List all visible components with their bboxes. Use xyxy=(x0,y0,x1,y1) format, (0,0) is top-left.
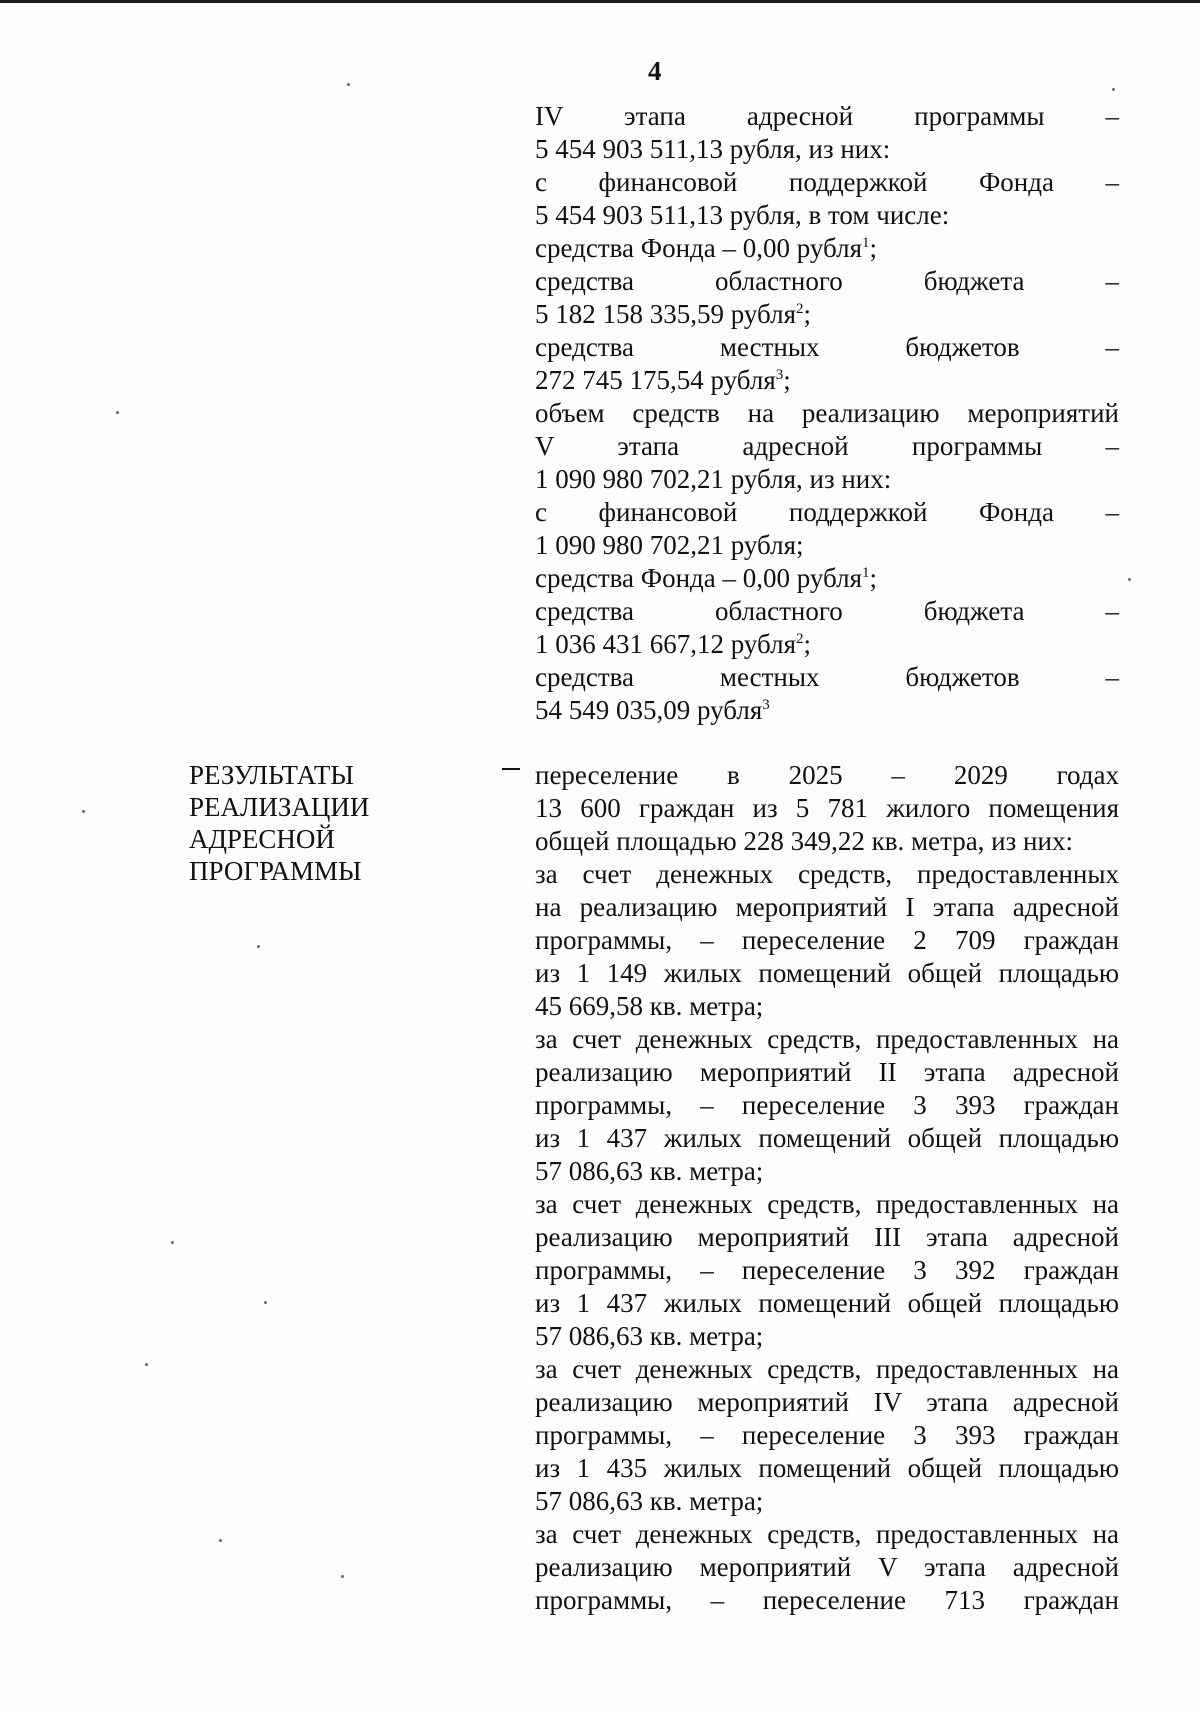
program-line xyxy=(535,364,1119,397)
results-heading xyxy=(189,759,489,887)
results-line-text: на реализацию мероприятий I этапа адресной xyxy=(535,892,1119,922)
results-line-text: из 1 149 жилых помещений общей площадью xyxy=(535,958,1119,988)
results-line-text: реализацию мероприятий IV этапа адресной xyxy=(535,1387,1119,1417)
results-line xyxy=(535,1155,1119,1188)
program-line-punct: ; xyxy=(803,629,812,659)
scan-speck xyxy=(1112,88,1115,91)
footnote-marker: 2 xyxy=(796,301,804,317)
results-line xyxy=(535,1254,1119,1287)
results-line xyxy=(535,1056,1119,1089)
results-line-text: программы, – переселение 3 393 граждан xyxy=(535,1420,1119,1450)
results-line xyxy=(535,891,1119,924)
results-line-text: 57 086,63 кв. метра; xyxy=(535,1321,764,1351)
results-line-text: переселение в 2025 – 2029 годах xyxy=(535,760,1119,790)
program-line-text: средства областного бюджета – xyxy=(535,266,1119,296)
results-line-text: из 1 435 жилых помещений общей площадью xyxy=(535,1453,1119,1483)
program-line-text: с финансовой поддержкой Фонда – xyxy=(535,167,1119,197)
program-line-text: 5 454 903 511,13 рубля, в том числе: xyxy=(535,200,950,230)
results-heading-line: РЕЗУЛЬТАТЫ xyxy=(189,760,354,790)
results-line-text: 45 669,58 кв. метра; xyxy=(535,991,764,1021)
results-line-text: программы, – переселение 3 392 граждан xyxy=(535,1255,1119,1285)
results-line xyxy=(535,990,1119,1023)
program-line-text: 5 182 158 335,59 рубля xyxy=(535,299,796,329)
results-line-text: реализацию мероприятий III этапа адресной xyxy=(535,1222,1119,1252)
program-line-punct: ; xyxy=(803,299,812,329)
scan-edge xyxy=(0,0,1200,3)
scan-speck xyxy=(82,810,85,813)
scan-speck xyxy=(257,945,260,948)
results-line xyxy=(535,1551,1119,1584)
program-line-text: 272 745 175,54 рубля xyxy=(535,365,776,395)
program-line-text: 1 036 431 667,12 рубля xyxy=(535,629,796,659)
footnote-marker: 1 xyxy=(862,565,870,581)
results-line xyxy=(535,924,1119,957)
program-line xyxy=(535,628,1119,661)
results-line-text: за счет денежных средств, предоставленных на xyxy=(535,1024,1119,1054)
results-line xyxy=(535,1452,1119,1485)
program-line xyxy=(535,661,1119,694)
scan-speck xyxy=(145,1363,148,1366)
program-line xyxy=(535,232,1119,265)
results-line xyxy=(535,1353,1119,1386)
program-line-punct: ; xyxy=(869,563,878,593)
program-line xyxy=(535,100,1119,133)
results-line xyxy=(535,1287,1119,1320)
footnote-marker: 2 xyxy=(796,631,804,647)
scan-speck xyxy=(219,1539,222,1542)
results-line-text: программы, – переселение 3 393 граждан xyxy=(535,1090,1119,1120)
results-line xyxy=(535,1188,1119,1221)
program-line xyxy=(535,133,1119,166)
program-line-text: объем средств на реализацию мероприятий xyxy=(535,398,1119,428)
footnote-marker: 1 xyxy=(862,235,870,251)
program-line xyxy=(535,166,1119,199)
program-line-text: средства местных бюджетов – xyxy=(535,332,1119,362)
program-line-text: средства Фонда – 0,00 рубля xyxy=(535,233,863,263)
program-line xyxy=(535,595,1119,628)
results-line-text: за счет денежных средств, предоставленных на xyxy=(535,1189,1119,1219)
footnote-marker: 3 xyxy=(775,367,784,383)
program-line xyxy=(535,430,1119,463)
results-line-text: программы, – переселение 713 граждан xyxy=(535,1585,1119,1615)
program-line-text: средства местных бюджетов – xyxy=(535,662,1119,692)
results-line xyxy=(535,1023,1119,1056)
results-line xyxy=(535,858,1119,891)
program-line xyxy=(535,265,1119,298)
program-line xyxy=(535,496,1119,529)
program-line xyxy=(535,694,1119,727)
program-line xyxy=(535,199,1119,232)
results-line-text: за счет денежных средств, предоставленных на xyxy=(535,1519,1119,1549)
results-line-text: реализацию мероприятий V этапа адресной xyxy=(535,1552,1119,1582)
results-line xyxy=(535,1386,1119,1419)
results-line-text: из 1 437 жилых помещений общей площадью xyxy=(535,1123,1119,1153)
program-line xyxy=(535,463,1119,496)
scan-speck xyxy=(341,1575,344,1578)
row-separator-dash xyxy=(502,768,520,770)
results-line xyxy=(535,1584,1119,1617)
results-line xyxy=(535,957,1119,990)
program-line xyxy=(535,331,1119,364)
program-line xyxy=(535,529,1119,562)
program-line-text: средства областного бюджета – xyxy=(535,596,1119,626)
program-line-text: с финансовой поддержкой Фонда – xyxy=(535,497,1119,527)
results-line-text: программы, – переселение 2 709 граждан xyxy=(535,925,1119,955)
results-line xyxy=(535,1089,1119,1122)
program-line-punct: ; xyxy=(869,233,878,263)
results-heading-line: ПРОГРАММЫ xyxy=(189,856,362,886)
results-line xyxy=(535,1221,1119,1254)
results-line-text: реализацию мероприятий II этапа адресной xyxy=(535,1057,1119,1087)
program-line xyxy=(535,562,1119,595)
results-line xyxy=(535,1518,1119,1551)
scan-speck xyxy=(264,1301,267,1304)
scan-speck xyxy=(171,1241,174,1244)
scan-speck xyxy=(347,83,350,86)
results-line-text: общей площадью 228 349,22 кв. метра, из них: xyxy=(535,826,1073,856)
results-heading-line: РЕАЛИЗАЦИИ xyxy=(189,792,370,822)
results-line-text: 57 086,63 кв. метра; xyxy=(535,1156,764,1186)
results-line xyxy=(535,1320,1119,1353)
results-line-text: 57 086,63 кв. метра; xyxy=(535,1486,764,1516)
program-line-text: IV этапа адресной программы – xyxy=(535,101,1119,131)
results-line-text: за счет денежных средств, предоставленных xyxy=(535,859,1119,889)
results-line xyxy=(535,1485,1119,1518)
scan-speck xyxy=(1128,578,1131,581)
program-line xyxy=(535,397,1119,430)
program-line-text: V этапа адресной программы – xyxy=(535,431,1119,461)
program-line-punct: ; xyxy=(783,365,791,395)
results-line xyxy=(535,759,1119,792)
footnote-marker: 3 xyxy=(762,697,770,713)
results-line xyxy=(535,1419,1119,1452)
program-line-text: 1 090 980 702,21 рубля; xyxy=(535,530,804,560)
program-financing-text xyxy=(535,100,1119,727)
results-line xyxy=(535,1122,1119,1155)
results-line xyxy=(535,825,1119,858)
results-text xyxy=(535,759,1119,1617)
program-line-text: 5 454 903 511,13 рубля, из них: xyxy=(535,134,891,164)
program-line xyxy=(535,298,1119,331)
program-line-text: средства Фонда – 0,00 рубля xyxy=(535,563,863,593)
page-number: 4 xyxy=(648,56,662,86)
results-line-text: 13 600 граждан из 5 781 жилого помещения xyxy=(535,793,1119,823)
results-line xyxy=(535,792,1119,825)
results-line-text: из 1 437 жилых помещений общей площадью xyxy=(535,1288,1119,1318)
results-line-text: за счет денежных средств, предоставленных на xyxy=(535,1354,1119,1384)
results-heading-line: АДРЕСНОЙ xyxy=(189,824,335,854)
program-line-text: 54 549 035,09 рубля xyxy=(535,695,763,725)
scan-speck xyxy=(116,411,119,414)
program-line-text: 1 090 980 702,21 рубля, из них: xyxy=(535,464,892,494)
